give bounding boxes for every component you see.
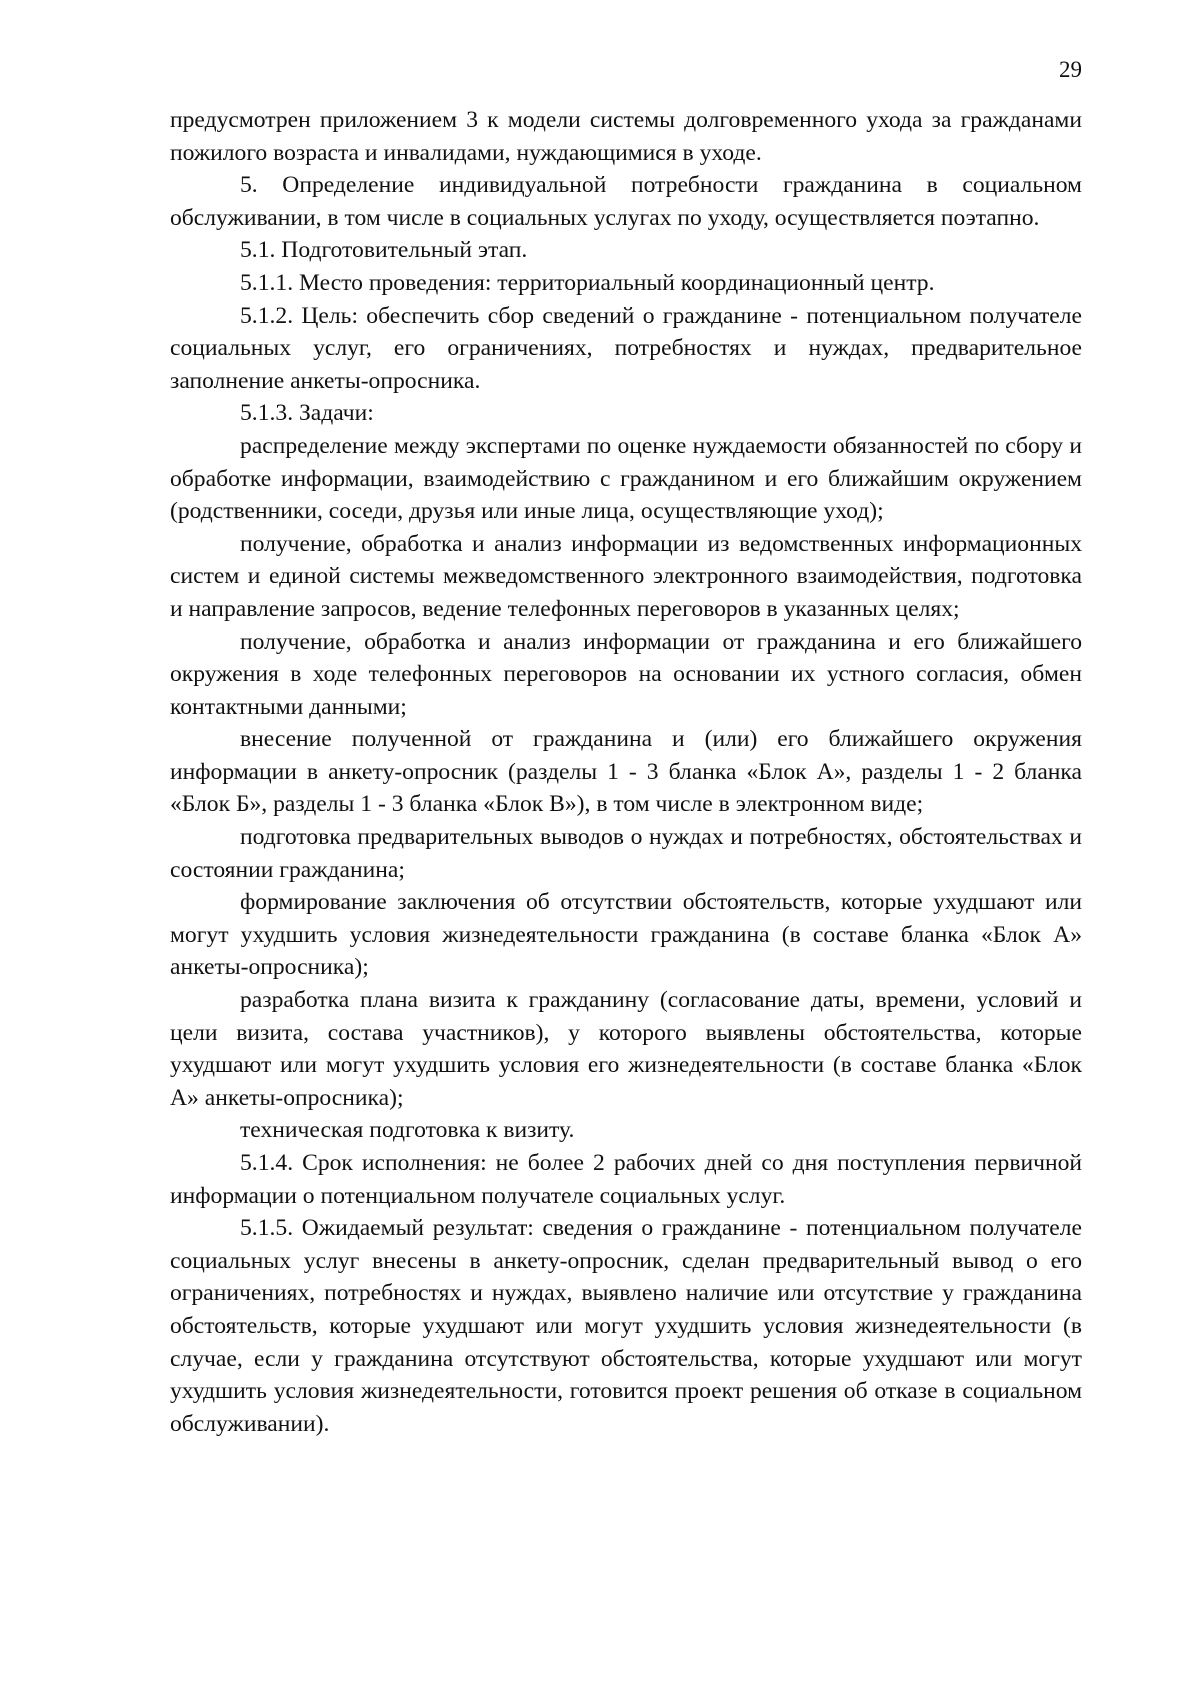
paragraph-section-5: 5. Определение индивидуальной потребности гражданина в социальном обслуживании, в том числе в социальных услугах по уходу, осуществляется поэтапно. bbox=[170, 172, 1082, 231]
task-item-phone-data: получение, обработка и анализ информации от гражданина и его ближайшего окружения в ходе телефонных переговоров на основании их устного согласия, обмен контактными данными; bbox=[170, 628, 1082, 720]
paragraph-5-1-3: 5.1.3. Задачи: bbox=[240, 400, 374, 427]
paragraph-5-1-4: 5.1.4. Срок исполнения: не более 2 рабочих дней со дня поступления первичной информации о потенциальном получателе социальных услуг. bbox=[170, 1150, 1082, 1209]
task-item-no-circumstances-conclusion: формирование заключения об отсутствии обстоятельств, которые ухудшают или могут ухудшить условия жизнедеятельности гражданина (в составе бланка «Блок А» анкеты-опросника); bbox=[170, 889, 1082, 981]
paragraph-5-1-2: 5.1.2. Цель: обеспечить сбор сведений о гражданине - потенциальном получателе социальных услуг, его ограничениях, потребностях и нуждах, предварительное заполнение анкеты-опросника. bbox=[170, 302, 1082, 394]
paragraph-5-1-5: 5.1.5. Ожидаемый результат: сведения о гражданине - потенциальном получателе социальных услуг внесены в анкету-опросник, сделан предварительный вывод о его ограничениях, потребностях и нуждах, выявлено наличие или отсутствие у гражданина обстоятельств, которые ухудшают или могут ухудшить условия жизнедеятельности (в случае, если у гражданина отсутствуют обстоятельства, которые ухудшают или могут ухудшить условия жизнедеятельности, готовится проект решения об отказе в социальном обслуживании). bbox=[170, 1215, 1082, 1437]
paragraph-continuation: предусмотрен приложением 3 к модели системы долговременного ухода за гражданами пожилого возраста и инвалидами, нуждающимися в уходе. bbox=[170, 107, 1082, 166]
task-item-visit-plan: разработка плана визита к гражданину (согласование даты, времени, условий и цели визита, состава участников), у которого выявлены обстоятельства, которые ухудшают или могут ухудшить условия его жизнедеятельности (в составе бланка «Блок А» анкеты-опросника); bbox=[170, 987, 1082, 1111]
task-item-systems-data: получение, обработка и анализ информации из ведомственных информационных систем и единой системы межведомственного электронного взаимодействия, подготовка и направление запросов, ведение телефонных переговоров в указанных целях; bbox=[170, 530, 1082, 622]
paragraph-5-1-1: 5.1.1. Место проведения: территориальный координационный центр. bbox=[240, 269, 935, 296]
document-body bbox=[170, 104, 1082, 1440]
task-item-technical-preparation: техническая подготовка к визиту. bbox=[240, 1117, 575, 1144]
task-item-questionnaire-entry: внесение полученной от гражданина и (или) его ближайшего окружения информации в анкету-опросник (разделы 1 - 3 бланка «Блок А», разделы 1 - 2 бланка «Блок Б», разделы 1 - 3 бланка «Блок В»), в том числе в электронном виде; bbox=[170, 726, 1082, 818]
paragraph-5-1: 5.1. Подготовительный этап. bbox=[240, 237, 528, 264]
task-item-preliminary-conclusions: подготовка предварительных выводов о нуждах и потребностях, обстоятельствах и состоянии гражданина; bbox=[170, 824, 1082, 883]
task-item-distribution: распределение между экспертами по оценке нуждаемости обязанностей по сбору и обработке информации, взаимодействию с гражданином и его ближайшим окружением (родственники, соседи, друзья или иные лица, осуществляющие уход); bbox=[170, 432, 1082, 525]
page-number: 29 bbox=[1059, 57, 1082, 82]
